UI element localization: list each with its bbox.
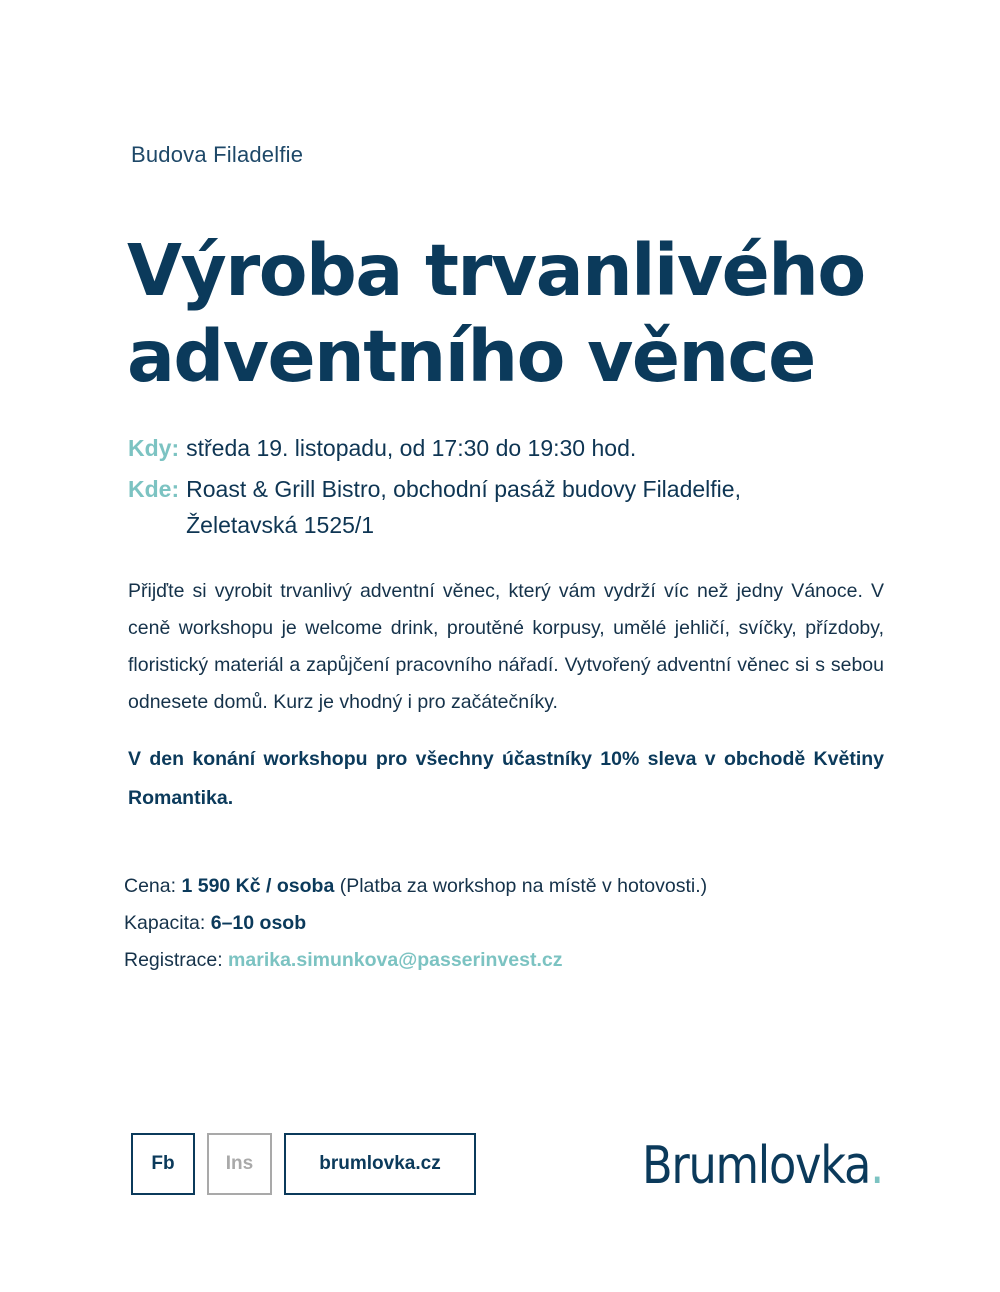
capacity-label: Kapacita: bbox=[124, 912, 206, 934]
where-value bbox=[186, 471, 741, 543]
venue-name: Budova Filadelfie bbox=[131, 142, 304, 167]
where-label: Kde: bbox=[128, 476, 180, 502]
capacity-value: 6–10 osob bbox=[210, 912, 307, 934]
event-details bbox=[124, 868, 707, 979]
price-label: Cena: bbox=[124, 875, 177, 897]
facebook-button[interactable]: Fb bbox=[131, 1133, 195, 1195]
when-text: středa 19. listopadu, od 17:30 do 19:30 hod. bbox=[186, 435, 637, 461]
when-label: Kdy: bbox=[128, 435, 180, 461]
price-row bbox=[124, 868, 707, 905]
logo-dot: . bbox=[870, 1136, 884, 1196]
where-line-1: Roast & Grill Bistro, obchodní pasáž budovy Filadelfie, bbox=[186, 476, 741, 502]
website-button[interactable]: brumlovka.cz bbox=[284, 1133, 476, 1195]
price-value: 1 590 Kč / osoba bbox=[181, 875, 335, 897]
registration-label: Registrace: bbox=[124, 949, 223, 971]
capacity-row bbox=[124, 905, 707, 942]
event-info bbox=[128, 430, 741, 548]
when-value bbox=[186, 430, 636, 466]
logo-text: Brumlovka bbox=[642, 1136, 871, 1196]
description-paragraph: Přijďte si vyrobit trvanlivý adventní věnec, který vám vydrží víc než jedny Vánoce. V ceně workshopu je welcome drink, proutěné korpusy, umělé jehličí, svíčky, přízdoby, floristický materiál a zapůjčení pracovního nářadí. Vytvořený adventní věnec si s sebou odnesete domů. Kurz je vhodný i pro začátečníky. bbox=[128, 580, 884, 713]
title-line-1: Výroba trvanlivého bbox=[127, 229, 865, 312]
registration-row bbox=[124, 942, 707, 979]
discount-note: V den konání workshopu pro všechny účastníky 10% sleva v obchodě Květiny Romantika. bbox=[128, 748, 884, 809]
page-title bbox=[127, 228, 865, 400]
where-row bbox=[128, 471, 741, 543]
registration-email-link[interactable]: marika.simunkova@passerinvest.cz bbox=[228, 949, 563, 971]
title-line-2: adventního věnce bbox=[127, 315, 815, 398]
where-line-2: Želetavská 1525/1 bbox=[186, 512, 375, 538]
brumlovka-logo bbox=[642, 1133, 883, 1199]
instagram-button[interactable]: Ins bbox=[207, 1133, 272, 1195]
price-note: (Platba za workshop na místě v hotovosti.) bbox=[339, 875, 708, 897]
when-row bbox=[128, 430, 741, 466]
